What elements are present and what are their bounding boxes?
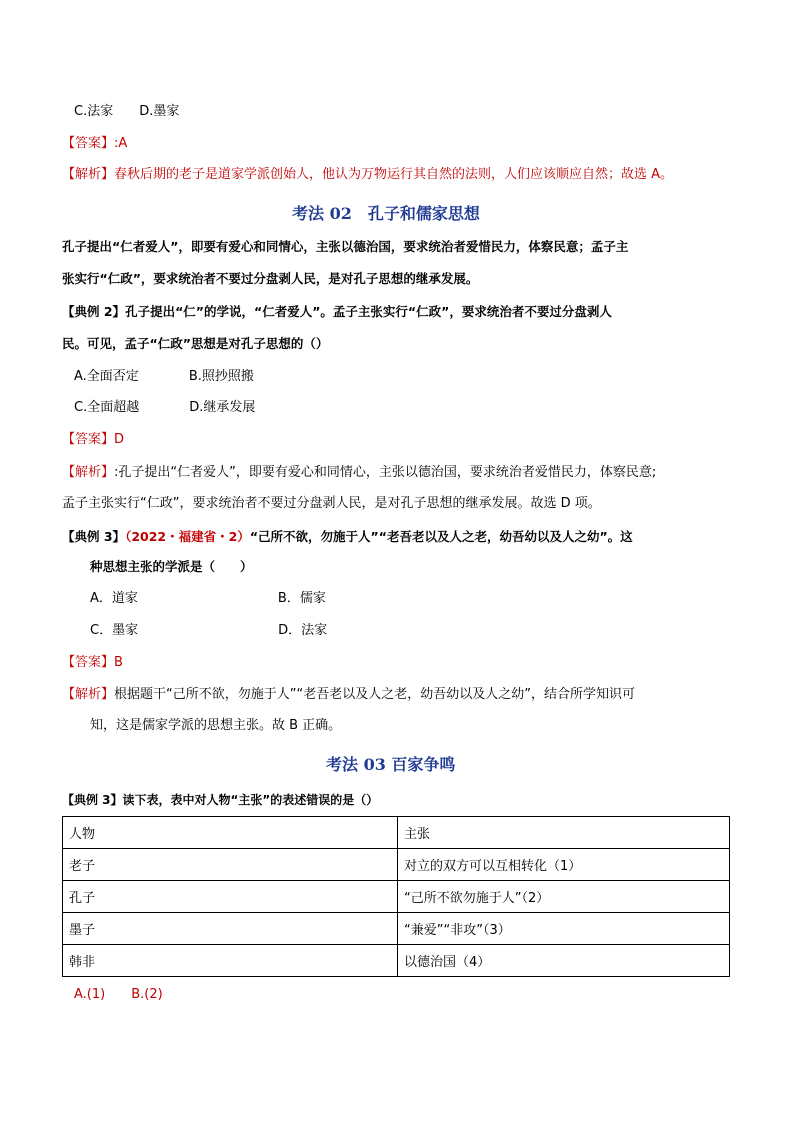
option-a: A.全面否定 <box>74 369 139 384</box>
answer-value: :A <box>114 136 128 151</box>
ex2-answer <box>62 431 124 449</box>
q1-options <box>74 103 179 121</box>
ex3-answer <box>62 654 123 672</box>
answer-label: 【答案】 <box>62 432 115 447</box>
table-header-row <box>63 817 730 849</box>
analysis-label: 【解析】 <box>62 167 115 182</box>
example-label: 【典例 3】 <box>62 529 126 544</box>
q1-analysis <box>62 166 673 184</box>
option-a: A．道家 <box>90 591 138 606</box>
answer-label: 【答案】 <box>62 655 115 670</box>
answer-label: 【答案】 <box>62 136 115 151</box>
option-a: A.(1) <box>74 987 106 1002</box>
table-cell: 韩非 <box>63 945 398 977</box>
table-cell: 对立的双方可以互相转化（1） <box>398 849 730 881</box>
table-header-cell: 人物 <box>63 817 398 849</box>
example-source: （2022・福建省・2） <box>125 529 250 544</box>
q1-option-d: D.墨家 <box>139 104 180 119</box>
option-c: C．墨家 <box>90 623 139 638</box>
ex2-analysis <box>62 464 656 482</box>
analysis-text: 春秋后期的老子是道家学派创始人，他认为万物运行其自然的法则，人们应该顺应自然；故选 A。 <box>114 167 674 182</box>
q1-answer <box>62 135 127 153</box>
table-cell: “己所不欲勿施于人”（2） <box>398 881 730 913</box>
table-cell: “兼爱”“非攻”（3） <box>398 913 730 945</box>
option-d: D.继承发展 <box>189 400 256 415</box>
table-cell: 老子 <box>63 849 398 881</box>
analysis-label: 【解析】 <box>62 465 115 480</box>
table-cell: 孔子 <box>63 881 398 913</box>
ex3-options-row2 <box>90 622 327 640</box>
ex2-options-row1 <box>74 368 254 386</box>
option-d: D．法家 <box>278 623 328 638</box>
example-stem-text: “己所不欲，勿施于人”“老吾老以及人之老，幼吾幼以及人之幼”。这 <box>249 529 633 544</box>
table-row <box>63 881 730 913</box>
table-header-cell: 主张 <box>398 817 730 849</box>
ex3-analysis-cont: 知，这是儒家学派的思想主张。故 B 正确。 <box>90 718 342 733</box>
ex2-analysis-cont: 孟子主张实行“仁政”，要求统治者不要过分盘剥人民，是对孔子思想的继承发展。故选 D 项。 <box>62 496 601 511</box>
answer-value: B <box>114 655 123 670</box>
analysis-text: :孔子提出“仁者爱人”，即要有爱心和同情心，主张以德治国，要求统治者爱惜民力，体察民意; <box>114 465 657 480</box>
example-stem: 【典例 3】读下表，表中对人物“主张”的表述错误的是（） <box>62 793 379 807</box>
section-title: 考法 02 孔子和儒家思想 <box>292 204 480 223</box>
figure-claims-table <box>62 816 730 977</box>
ex3-options-row1 <box>90 590 326 608</box>
table-row <box>63 849 730 881</box>
example-stem: 民。可见，孟子“仁政”思想是对孔子思想的（） <box>62 336 329 351</box>
table-row <box>63 945 730 977</box>
table-cell: 以德治国（4） <box>398 945 730 977</box>
analysis-text: 根据题干“己所不欲，勿施于人”“老吾老以及人之老，幼吾幼以及人之幼”，结合所学知识可 <box>114 687 635 702</box>
ex3-analysis <box>62 686 635 704</box>
q1-option-c: C.法家 <box>74 104 114 119</box>
option-b: B.(2) <box>131 987 163 1002</box>
ex4-options <box>74 986 163 1004</box>
example-stem-text: 孔子提出“仁”的学说，“仁者爱人”。孟子主张实行“仁政”，要求统治者不要过分盘剥人 <box>125 304 612 319</box>
option-c: C.全面超越 <box>74 400 140 415</box>
option-b: B.照抄照搬 <box>188 369 254 384</box>
table-cell: 墨子 <box>63 913 398 945</box>
example-stem <box>62 528 633 546</box>
section-intro-line: 张实行“仁政”，要求统治者不要过分盘剥人民，是对孔子思想的继承发展。 <box>62 271 479 286</box>
analysis-label: 【解析】 <box>62 687 115 702</box>
example-stem: 种思想主张的学派是（ ） <box>90 559 253 574</box>
example-label: 【典例 2】 <box>62 304 126 319</box>
section-intro-line: 孔子提出“仁者爱人”，即要有爱心和同情心，主张以德治国，要求统治者爱惜民力，体察民意；孟子主 <box>62 239 629 254</box>
answer-value: D <box>114 432 125 447</box>
section-title: 考法 03 百家争鸣 <box>326 755 456 774</box>
ex2-options-row2 <box>74 399 255 417</box>
table-row <box>63 913 730 945</box>
example-stem <box>62 303 612 321</box>
option-b: B．儒家 <box>277 591 326 606</box>
